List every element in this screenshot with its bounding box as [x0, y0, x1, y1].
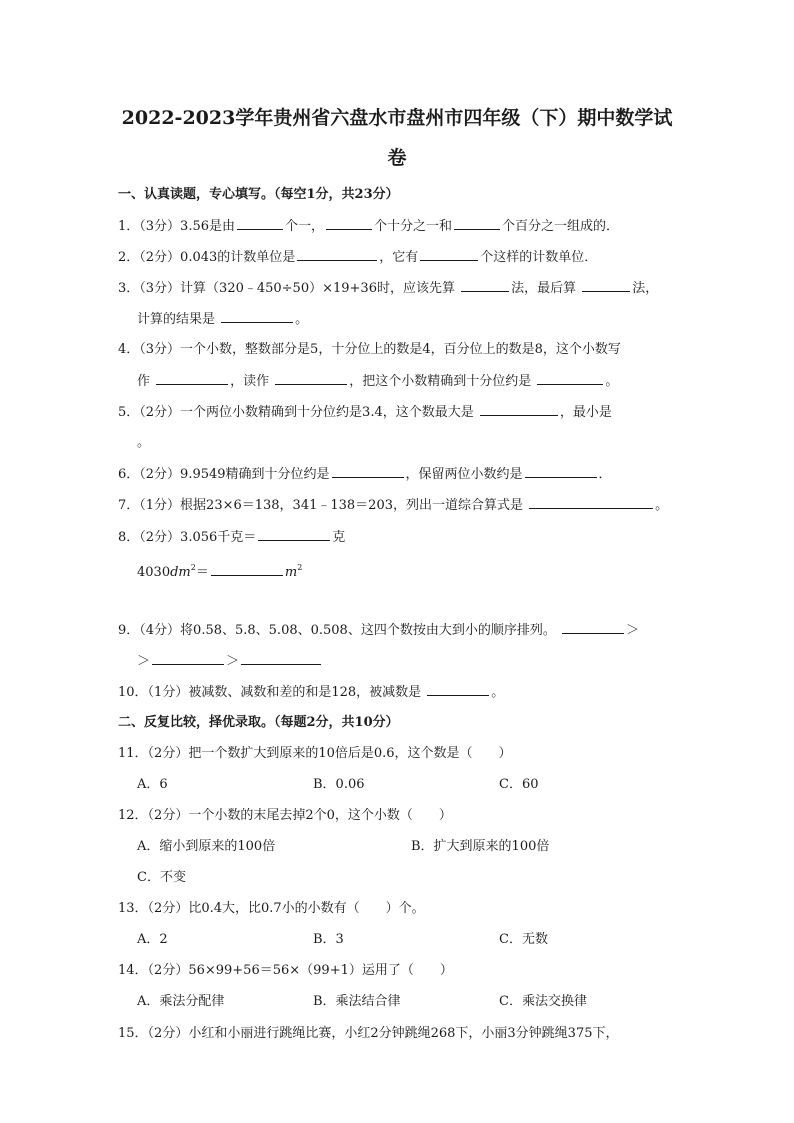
question-13: 13．（2分）比0.4大，比0.7小的小数有（ ）个。: [118, 901, 425, 916]
blank[interactable]: [529, 496, 653, 509]
question-11: 11．（2分）把一个数扩大到原来的10倍后是0.6，这个数是（ ）: [118, 746, 512, 761]
q13-option-c[interactable]: C．无数: [499, 932, 548, 947]
question-10: 10．（1分）被减数、减数和差的和是128，被减数是 。: [118, 685, 505, 700]
blank[interactable]: [237, 217, 283, 230]
blank[interactable]: [221, 310, 293, 323]
question-3: 3．（3分）计算（320﹣450÷50）×19+36时，应该先算 法，最后算 法，: [118, 281, 659, 296]
q11-option-c[interactable]: C．60: [499, 777, 539, 792]
q12-option-b[interactable]: B．扩大到原来的100倍: [411, 839, 550, 854]
section-1-heading: 一、认真读题，专心填写。（每空1分，共23分）: [118, 187, 399, 202]
blank[interactable]: [420, 248, 478, 261]
blank[interactable]: [258, 528, 330, 541]
section-2-heading: 二、反复比较，择优录取。（每题2分，共10分）: [118, 715, 399, 730]
q13-option-b[interactable]: B．3: [313, 932, 344, 947]
question-9-cont: ＞ ＞: [137, 652, 323, 671]
question-1: 1．（3分）3.56是由 个一， 个十分之一和 个百分之一组成的．: [118, 219, 620, 234]
question-8-cont: $4030dm^2= m^2$: [137, 563, 303, 580]
question-4-cont: 作 ，读作 ，把这个小数精确到十分位约是 。: [137, 374, 619, 389]
blank[interactable]: [461, 279, 509, 292]
q14-option-b[interactable]: B．乘法结合律: [313, 994, 401, 1009]
question-9: 9．（4分）将0.58、5.8、5.08、0.508、这四个数按由大到小的顺序排列。 ＞: [118, 623, 639, 638]
question-12: 12．（2分）一个小数的末尾去掉2个0，这个小数（ ）: [118, 808, 452, 823]
blank[interactable]: [152, 652, 224, 665]
blank[interactable]: [427, 683, 489, 696]
question-8: 8．（2分）3.056千克＝ 克: [118, 530, 346, 545]
question-2: 2．（2分）0.043的计数单位是 ，它有 个这样的计数单位．: [118, 250, 598, 265]
blank[interactable]: [326, 217, 372, 230]
question-6: 6．（2分）9.9549精确到十分位约是 ，保留两位小数约是 ．: [118, 467, 612, 482]
blank[interactable]: [480, 403, 558, 416]
blank[interactable]: [156, 372, 228, 385]
blank[interactable]: [297, 248, 377, 261]
blank[interactable]: [582, 279, 630, 292]
question-5: 5．（2分）一个两位小数精确到十分位约是3.4，这个数最大是 ，最小是: [118, 405, 612, 420]
document-title-line-2: 卷: [387, 147, 407, 169]
question-5-cont: 。: [137, 435, 151, 450]
blank[interactable]: [275, 372, 347, 385]
blank[interactable]: [241, 652, 321, 665]
blank[interactable]: [537, 372, 603, 385]
blank[interactable]: [332, 465, 404, 478]
q13-option-a[interactable]: A．2: [137, 932, 168, 947]
question-4: 4．（3分）一个小数，整数部分是5，十分位上的数是4，百分位上的数是8，这个小数写: [118, 342, 621, 357]
document-title-line-1: 2022-2023学年贵州省六盘水市盘州市四年级（下）期中数学试: [121, 107, 673, 129]
q12-option-c[interactable]: C．不变: [137, 870, 186, 885]
blank[interactable]: [454, 217, 500, 230]
blank[interactable]: [525, 465, 597, 478]
question-3-cont: 计算的结果是 。: [137, 312, 309, 327]
question-15: 15．（2分）小红和小丽进行跳绳比赛，小红2分钟跳绳268下，小丽3分钟跳绳375下，: [118, 1026, 619, 1041]
blank[interactable]: [562, 621, 624, 634]
q14-option-c[interactable]: C．乘法交换律: [499, 994, 587, 1009]
q12-option-a[interactable]: A．缩小到原来的100倍: [137, 839, 276, 854]
blank[interactable]: [211, 563, 283, 576]
question-14: 14．（2分）56×99+56＝56×（99+1）运用了（ ）: [118, 963, 453, 978]
q14-option-a[interactable]: A．乘法分配律: [137, 994, 225, 1009]
question-7: 7．（1分）根据23×6＝138，341﹣138＝203，列出一道综合算式是 。: [118, 498, 669, 513]
q11-option-b[interactable]: B．0.06: [313, 777, 365, 792]
q11-option-a[interactable]: A．6: [137, 777, 168, 792]
